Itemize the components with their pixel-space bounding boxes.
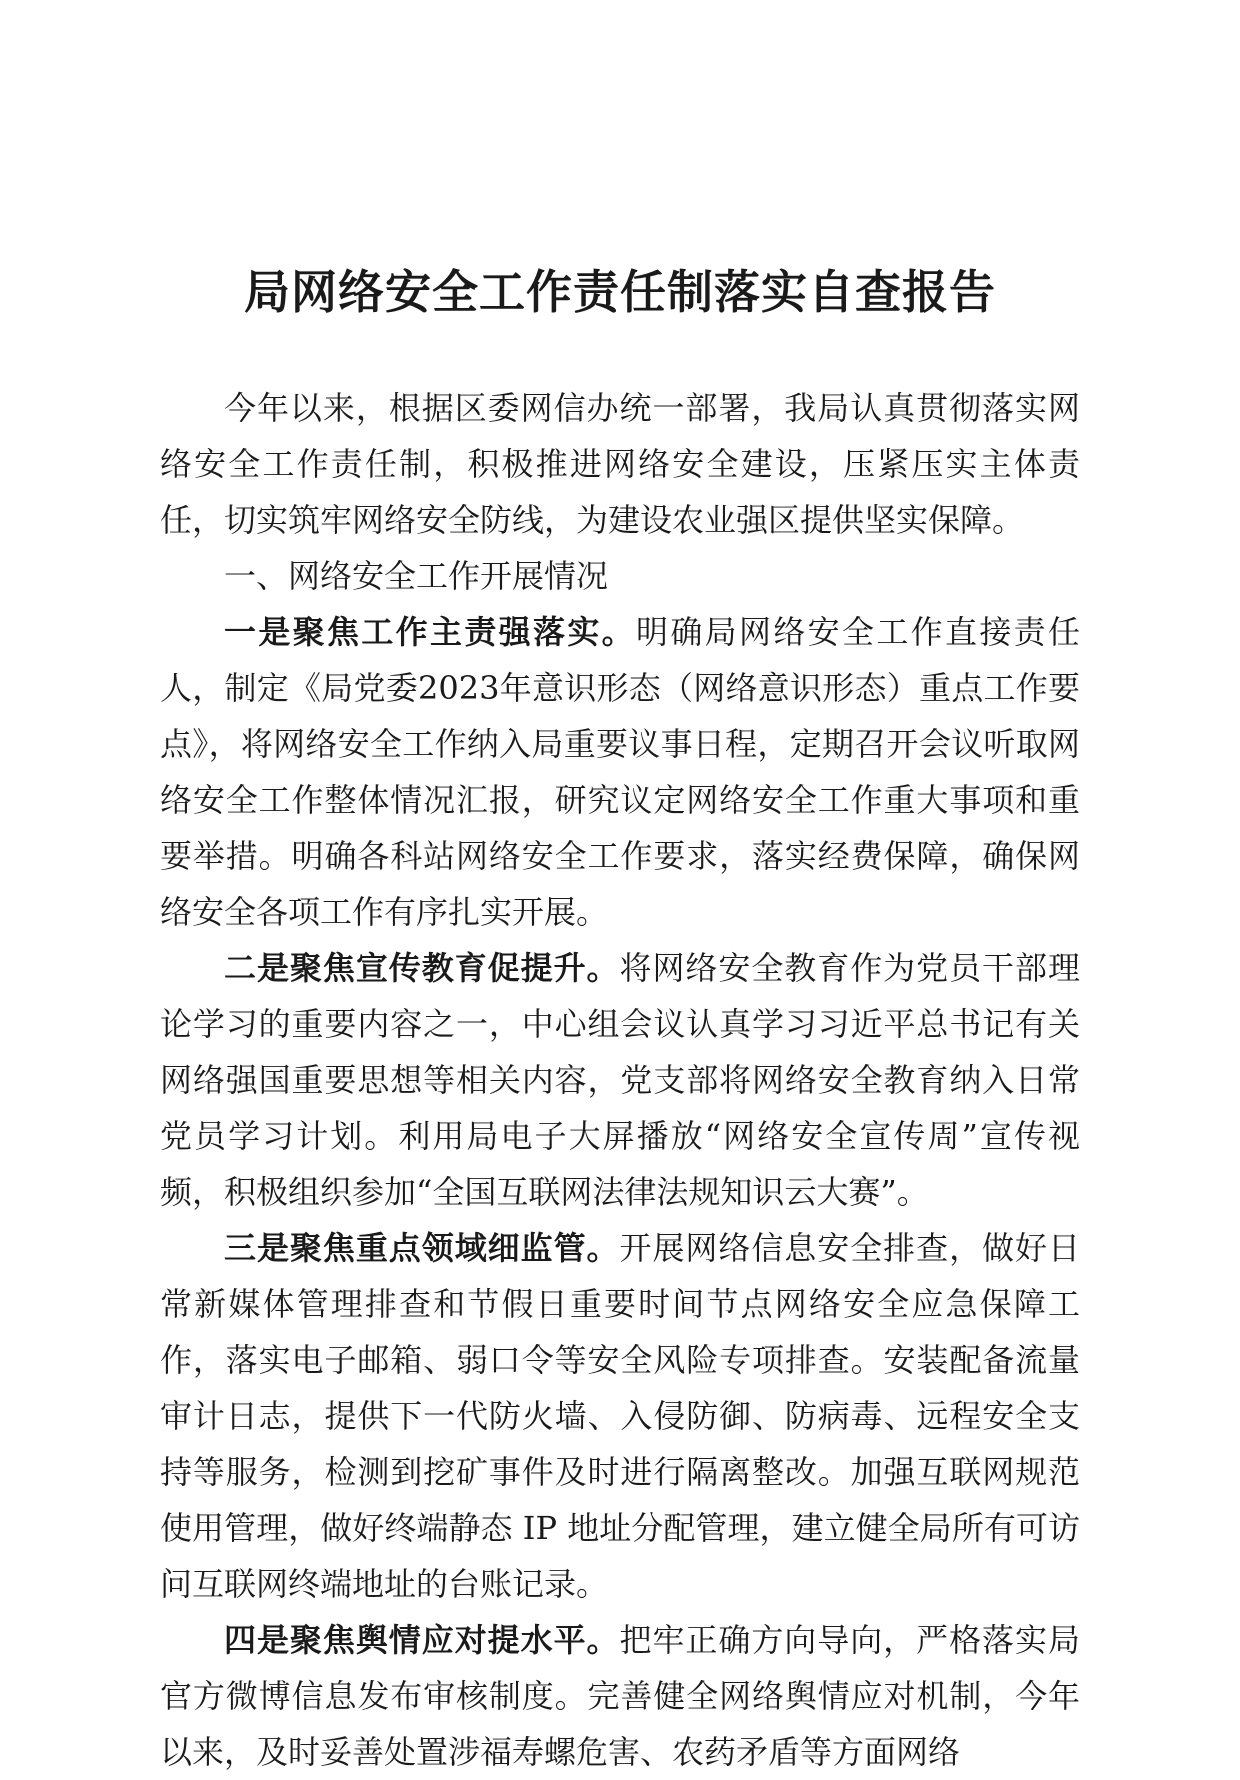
document-body [160,380,1080,1780]
item-lead: 三是聚焦重点领域细监管。 [224,1229,620,1267]
item-text: 把牢正确方向导向，严格落实局官方微博信息发布审核制度。完善健全网络舆情应对机制，今年以来，及时妥善处置涉福寿螺危害、农药矛盾等方面网络 [160,1621,1080,1771]
item-paragraph-1 [160,604,1080,940]
item-text: 开展网络信息安全排查，做好日常新媒体管理排查和节假日重要时间节点网络安全应急保障工作，落实电子邮箱、弱口令等安全风险专项排查。安装配备流量审计日志，提供下一代防火墙、入侵防御、防病毒、远程安全支持等服务，检测到挖矿事件及时进行隔离整改。加强互联网规范使用管理，做好终端静态 IP 地址分配管理，建立健全局所有可访问互联网终端地址的台账记录。 [160,1229,1080,1603]
item-text: 将网络安全教育作为党员干部理论学习的重要内容之一，中心组会议认真学习习近平总书记有关网络强国重要思想等相关内容，党支部将网络安全教育纳入日常党员学习计划。利用局电子大屏播放“网络安全宣传周”宣传视频，积极组织参加“全国互联网法律法规知识云大赛”。 [160,949,1080,1211]
intro-paragraph: 今年以来，根据区委网信办统一部署，我局认真贯彻落实网络安全工作责任制，积极推进网络安全建设，压紧压实主体责任，切实筑牢网络安全防线，为建设农业强区提供坚实保障。 [160,389,1080,539]
document-title: 局网络安全工作责任制落实自查报告 [244,265,996,319]
item-lead: 四是聚焦舆情应对提水平。 [224,1621,620,1659]
item-lead: 一是聚焦工作主责强落实。 [224,613,636,651]
item-paragraph-4 [160,1612,1080,1780]
item-text: 明确局网络安全工作直接责任人，制定《局党委2023年意识形态（网络意识形态）重点工作要点》，将网络安全工作纳入局重要议事日程，定期召开会议听取网络安全工作整体情况汇报，研究议定网络安全工作重大事项和重要举措。明确各科站网络安全工作要求，落实经费保障，确保网络安全各项工作有序扎实开展。 [160,613,1080,931]
item-lead: 二是聚焦宣传教育促提升。 [224,949,620,987]
section-heading: 一、网络安全工作开展情况 [224,557,609,595]
item-paragraph-3 [160,1220,1080,1612]
item-paragraph-2 [160,940,1080,1220]
